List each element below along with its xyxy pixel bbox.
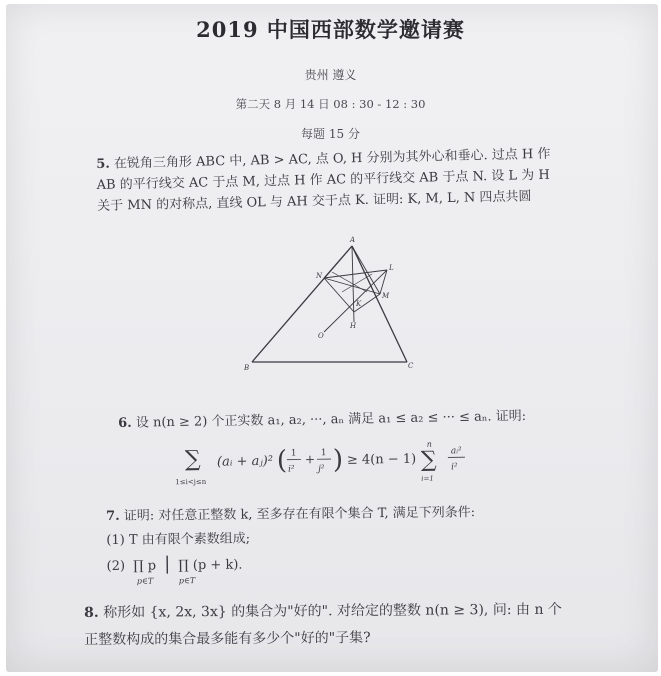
problem-8 xyxy=(84,596,624,654)
label-k: K xyxy=(356,300,362,308)
frac3-num: aᵢ² xyxy=(450,446,462,457)
line-nl xyxy=(324,270,387,278)
left-paren: ( xyxy=(276,445,288,476)
sum-symbol-1: ∑ xyxy=(184,446,201,473)
problem-8-text-2: 正整数构成的集合最多能有多少个"好的"子集? xyxy=(84,629,371,648)
right-paren: ) xyxy=(332,444,344,476)
frac2-den: j² xyxy=(318,464,325,475)
label-a: A xyxy=(350,236,356,244)
sum-2-bottom: i=1 xyxy=(421,474,434,483)
label-b: B xyxy=(244,364,250,372)
cond2-product-1: ∏ p xyxy=(133,558,157,574)
plus-sign: + xyxy=(304,452,316,467)
exam-session-time: 第二天 8 月 14 日 08 : 30 - 12 : 30 xyxy=(235,97,426,111)
problem-8-line-1 xyxy=(84,596,624,627)
problem-6-number: 6. xyxy=(118,415,132,431)
problem-7-condition-2 xyxy=(106,548,577,586)
sum-2-top: n xyxy=(426,439,432,449)
label-n: N xyxy=(316,272,323,280)
problem-7-text: 证明: 对任意正整数 k, 至多存在有限个集合 T, 满足下列条件: xyxy=(123,505,476,524)
frac2-num: 1 xyxy=(320,448,327,459)
frac1-den: i² xyxy=(288,464,295,475)
problem-6-formula xyxy=(175,438,496,490)
problem-5-text: 在锐角三角形 ABC 中, AB > AC, 点 O, H 分别为其外心和垂心. 过点 H 作 AB 的平行线交 AC 于点 M, 过点 H 作 AC 的平行线交 AB 于点 N. 设 L 为 H 关于 MN 的对称点, 直线 OL 与 AH 交于点 K. 证明: K, M, L, N 四点共圆 xyxy=(96,146,551,214)
label-l: L xyxy=(389,264,394,272)
formula-rhs: ≥ 4(n − 1) xyxy=(346,451,417,468)
exam-location: 贵州 遵义 xyxy=(304,68,357,82)
label-h: H xyxy=(350,322,357,330)
triangle-diagram xyxy=(232,232,432,382)
problem-7 xyxy=(106,500,577,586)
page-title: 2019 中国西部数学邀请赛 xyxy=(196,17,465,42)
cond2-prefix: (2) xyxy=(106,558,126,574)
problem-5 xyxy=(96,143,567,217)
problem-6-text: 设 n(n ≥ 2) 个正实数 a₁, a₂, ···, aₙ 满足 a₁ ≤ a₂ ≤ ··· ≤ aₙ. 证明: xyxy=(135,408,527,431)
cond2-sub-2: p∈T xyxy=(178,576,196,586)
problem-7-condition-1: (1) T 由有限个素数组成; xyxy=(106,531,251,548)
problem-8-text-1: 称形如 {x, 2x, 3x} 的集合为"好的". 对给定的整数 n(n ≥ 3), 问: 由 n 个 xyxy=(103,601,562,621)
cond2-product-2: ∏ (p + k). xyxy=(178,557,243,574)
label-m: M xyxy=(382,292,390,300)
formula-body: (aᵢ + aⱼ)² xyxy=(216,453,274,470)
scoring-note: 每题 15 分 xyxy=(301,127,360,141)
cond2-sub-1: p∈T xyxy=(136,576,154,586)
problem-8-number: 8. xyxy=(84,604,99,621)
label-c: C xyxy=(408,362,414,370)
geometry-figure xyxy=(232,232,432,382)
problem-5-number: 5. xyxy=(96,156,110,172)
label-o: O xyxy=(318,332,324,340)
frac1-num: 1 xyxy=(290,448,297,459)
cond2-divides: | xyxy=(164,553,171,575)
inequality-formula xyxy=(175,438,496,490)
line-an xyxy=(324,246,352,278)
sum-1-range: 1≤i<j≤n xyxy=(175,477,207,487)
problem-7-number: 7. xyxy=(106,508,120,524)
sum-symbol-2: ∑ xyxy=(420,447,437,473)
frac3-den: i² xyxy=(450,462,458,473)
